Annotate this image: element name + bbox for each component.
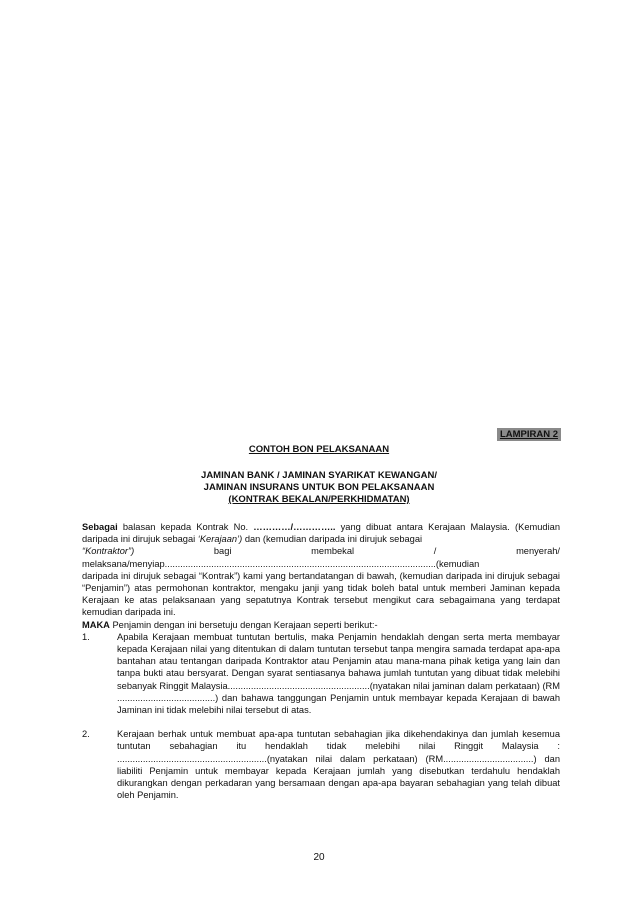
clause-number: 2. (82, 729, 90, 740)
document-subtitle (0, 470, 638, 506)
dotted-line: melaksana/menyiap.........................................................................................................(kemudian (82, 558, 480, 569)
maka-clause: MAKA Penjamin dengan ini bersetuju dengan Kerajaan seperti berikut:- (82, 619, 378, 630)
document-body (82, 521, 560, 801)
clause-number: 1. (82, 631, 90, 642)
sebagai-word: Sebagai (82, 522, 118, 532)
clause-text: Kerajaan berhak untuk membuat apa-apa tuntutan sebahagian jika dikehendakinya dan jumlah kesemua tuntutan sebahagian itu hendaklah tidak melebihi nilai Ringgit Malaysia : ..........................................................(nyatakan nilai dalam perkataan) (RM...................................) dan liabiliti Penjamin untuk membayar kepada Kerajaan jumlah yang disebutkan terdahulu hendaklah dikurangkan dengan perkadaran yang bersamaan dengan apa-apa bayaran sebahagian yang telah dibuat oleh Penjamin. (117, 729, 560, 801)
opening-paragraph-end: daripada ini dirujuk sebagai “Kontrak”) kami yang bertandatangan di bawah, (kemudian daripada ini dirujuk sebagai “Penjamin”) atas permohonan kontraktor, mengaku janji yang tidak boleh batal untuk memberi Jaminan kepada Kerajaan ke atas pelaksanaan yang sepatutnya Kontrak tersebut mengikut cara sebagaimana yang terdapat kemudian daripada ini. (82, 570, 560, 618)
appendix-label: LAMPIRAN 2 (497, 428, 561, 441)
clause-text: Apabila Kerajaan membuat tuntutan bertulis, maka Penjamin hendaklah dengan serta merta membayar kepada Kerajaan nilai yang ditentukan di dalam tuntutan tersebut tanpa mengira samada terdapat apa-apa bantahan atau tentangan daripada Kontraktor atau Penjamin atau mana-mana pihak ketiga yang lain dan tanpa bukti atau bersyarat. Dengan syarat sentiasanya bahawa jumlah tuntutan yang dibuat tidak melebihi sebanyak Ringgit Malaysia.......................................................(nyatakan nilai jaminan dalam perkataan) (RM ......................................) dan bahawa tanggungan Penjamin untuk membayar kepada Kerajaan di bawah Jaminan ini tidak melebihi nilai tersebut di atas. (117, 631, 560, 716)
opening-paragraph-row: “Kontraktor”) bagi membekal / menyerah/ (82, 546, 560, 557)
contract-number: …………/………….. (253, 522, 336, 532)
subtitle-line-3: (KONTRAK BEKALAN/PERKHIDMATAN) (228, 494, 410, 505)
clause-2 (82, 728, 560, 801)
page-number: 20 (313, 852, 325, 863)
subtitle-line-2: JAMINAN INSURANS UNTUK BON PELAKSANAAN (203, 482, 435, 493)
subtitle-line-1: JAMINAN BANK / JAMINAN SYARIKAT KEWANGAN/ (201, 470, 437, 481)
document-title: CONTOH BON PELAKSANAAN (248, 444, 390, 455)
clause-1 (82, 631, 560, 716)
opening-paragraph: Sebagai balasan kepada Kontrak No. …………/………….. yang dibuat antara Kerajaan Malaysia. (Kemudian daripada ini dirujuk sebagai ‘Kerajaan’) dan (kemudian daripada ini dirujuk sebagai (82, 522, 560, 545)
